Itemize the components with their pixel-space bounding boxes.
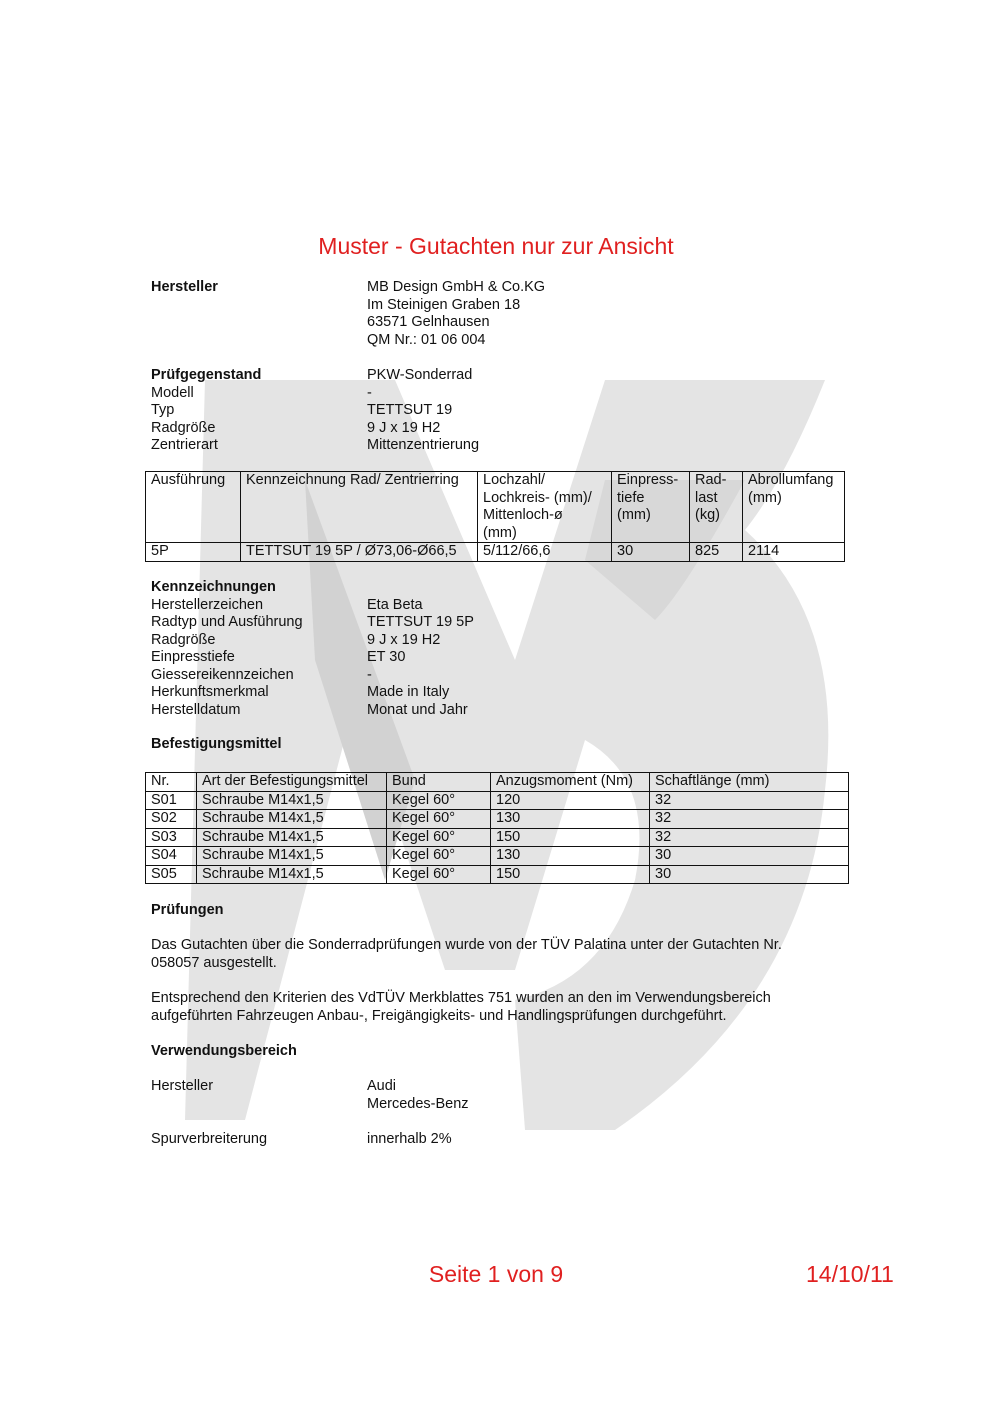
manufacturer-value: Mercedes-Benz: [367, 1095, 469, 1112]
field-label: Herkunftsmerkmal: [151, 684, 269, 700]
field-value: 9 J x 19 H2: [367, 419, 441, 436]
field-value: Eta Beta: [367, 596, 423, 613]
table-header-row: [146, 773, 849, 792]
kennzeichnungen-label: Kennzeichnungen: [151, 579, 276, 595]
pruefgegenstand-labels: [151, 367, 261, 455]
verwendung-hersteller-label: Hersteller: [151, 1078, 214, 1094]
hersteller-label: Hersteller: [151, 279, 218, 295]
header-cell: Rad- last (kg): [690, 472, 743, 543]
table-cell: 130: [491, 810, 650, 829]
document-date: 14/10/11: [806, 1261, 894, 1287]
page-number: Seite 1 von 9: [428, 1261, 564, 1287]
header-cell: Abrollumfang (mm): [743, 472, 845, 543]
table-cell: Kegel 60°: [387, 791, 491, 810]
pruefungen-label: Prüfungen: [151, 902, 224, 918]
table-cell: Kegel 60°: [387, 865, 491, 884]
kennzeichnungen-labels: [151, 579, 303, 719]
table-cell: 150: [491, 828, 650, 847]
table-row: [146, 791, 849, 810]
header-cell: Kennzeichnung Rad/ Zentrierring: [241, 472, 478, 543]
header-cell: Anzugsmoment (Nm): [491, 773, 650, 792]
document-title: Muster - Gutachten nur zur Ansicht: [318, 233, 674, 259]
verwendungsbereich-label: Verwendungsbereich: [151, 1043, 297, 1059]
table-row: [146, 543, 845, 562]
field-value: TETTSUT 19: [367, 402, 453, 418]
header-cell: Bund: [387, 773, 491, 792]
table-cell: S03: [146, 828, 197, 847]
table-cell: 30: [650, 865, 849, 884]
field-value: 9 J x 19 H2: [367, 631, 441, 648]
header-cell: Einpress- tiefe (mm): [612, 472, 690, 543]
fastener-table: [145, 772, 849, 884]
table-cell: Kegel 60°: [387, 828, 491, 847]
pruefungen-paragraph-2: Entsprechend den Kriterien des VdTÜV Merkblattes 751 wurden an den im Verwendungsbereich aufgeführten Fahrzeugen Anbau-, Freigängigkeits- und Handlingsprüfungen durchgeführt.: [151, 990, 771, 1024]
field-label: Radgröße: [151, 631, 216, 648]
table-cell: Kegel 60°: [387, 847, 491, 866]
befestigung-label: Befestigungsmittel: [151, 736, 282, 752]
field-label: Herstelldatum: [151, 701, 241, 718]
table-cell: S04: [146, 847, 197, 866]
field-label: Giessereikennzeichen: [151, 666, 294, 683]
table-cell: 130: [491, 847, 650, 866]
pruefgegenstand-values: [367, 367, 479, 455]
table-cell: S02: [146, 810, 197, 829]
field-label: Herstellerzeichen: [151, 596, 264, 613]
table-cell: 150: [491, 865, 650, 884]
table-cell: 32: [650, 791, 849, 810]
table-cell: Schraube M14x1,5: [197, 791, 387, 810]
field-value: Mittenzentrierung: [367, 437, 480, 453]
table-cell: 30: [612, 543, 690, 562]
header-cell: Ausführung: [146, 472, 241, 543]
pruefgegenstand-value: PKW-Sonderrad: [367, 367, 473, 383]
table-cell: TETTSUT 19 5P / Ø73,06-Ø66,5: [241, 543, 478, 562]
table-cell: S01: [146, 791, 197, 810]
table-cell: 120: [491, 791, 650, 810]
table-header-row: [146, 472, 845, 543]
field-value: -: [367, 666, 372, 683]
table-cell: 30: [650, 847, 849, 866]
pruefgegenstand-label: Prüfgegenstand: [151, 367, 262, 383]
field-value: TETTSUT 19 5P: [367, 614, 474, 630]
field-label: Modell: [151, 384, 194, 401]
hersteller-line: 63571 Gelnhausen: [367, 314, 490, 330]
table-cell: Kegel 60°: [387, 810, 491, 829]
table-cell: Schraube M14x1,5: [197, 847, 387, 866]
table-cell: Schraube M14x1,5: [197, 828, 387, 847]
field-value: -: [367, 384, 372, 401]
field-value: ET 30: [367, 649, 406, 665]
field-value: Made in Italy: [367, 684, 450, 700]
verwendung-hersteller-values: [367, 1078, 469, 1113]
pruefungen-paragraph-1: Das Gutachten über die Sonderradprüfungen wurde von der TÜV Palatina unter der Gutachten Nr. 058057 ausgestellt.: [151, 937, 782, 971]
spurverbreiterung-label: Spurverbreiterung: [151, 1131, 268, 1147]
table-row: [146, 828, 849, 847]
kennzeichnungen-values: [367, 597, 474, 720]
table-cell: 5P: [146, 543, 241, 562]
table-cell: 32: [650, 828, 849, 847]
manufacturer-value: Audi: [367, 1078, 397, 1094]
field-label: Radtyp und Ausführung: [151, 614, 303, 630]
table-cell: Schraube M14x1,5: [197, 810, 387, 829]
table-cell: S05: [146, 865, 197, 884]
field-label: Zentrierart: [151, 437, 218, 453]
table-cell: Schraube M14x1,5: [197, 865, 387, 884]
header-cell: Lochzahl/ Lochkreis- (mm)/ Mittenloch-ø (mm): [478, 472, 612, 543]
table-row: [146, 810, 849, 829]
field-label: Einpresstiefe: [151, 649, 235, 665]
spurverbreiterung-value: innerhalb 2%: [367, 1131, 452, 1147]
table-cell: 825: [690, 543, 743, 562]
hersteller-address: [367, 279, 545, 349]
header-cell: Schaftlänge (mm): [650, 773, 849, 792]
field-label: Typ: [151, 402, 175, 418]
field-value: Monat und Jahr: [367, 701, 468, 718]
hersteller-line: MB Design GmbH & Co.KG: [367, 279, 546, 295]
table-cell: 5/112/66,6: [478, 543, 612, 562]
header-cell: Nr.: [146, 773, 197, 792]
hersteller-line: Im Steinigen Graben 18: [367, 296, 521, 313]
table-row: [146, 865, 849, 884]
table-row: [146, 847, 849, 866]
table-cell: 2114: [743, 543, 845, 562]
field-label: Radgröße: [151, 419, 216, 436]
hersteller-line: QM Nr.: 01 06 004: [367, 331, 486, 348]
table-cell: 32: [650, 810, 849, 829]
wheel-spec-table: [145, 471, 845, 562]
header-cell: Art der Befestigungsmittel: [197, 773, 387, 792]
